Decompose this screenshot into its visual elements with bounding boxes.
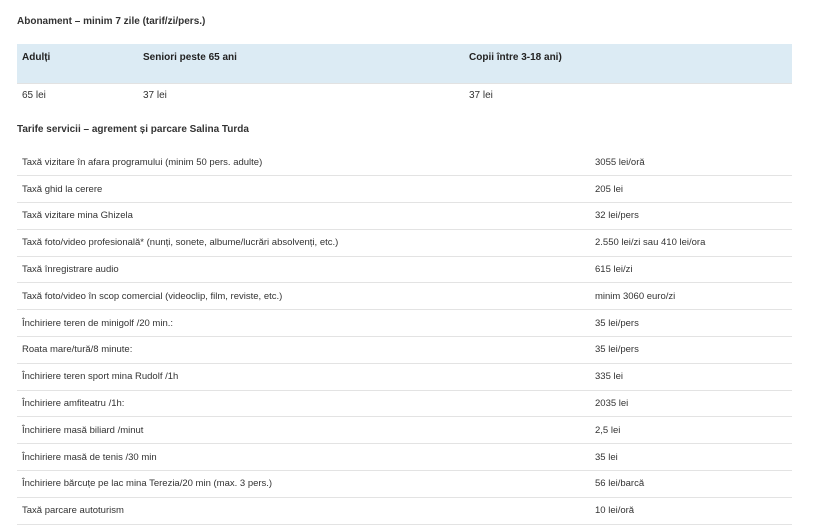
table-row [17, 417, 792, 444]
value-seniori: 37 lei [138, 83, 464, 109]
fee-label: Închiriere amfiteatru /1h: [17, 390, 590, 417]
fee-label: Închiriere teren de minigolf /20 min.: [17, 310, 590, 337]
table-row [17, 203, 792, 230]
fee-price: 2.550 lei/zi sau 410 lei/ora [590, 229, 792, 256]
fee-label: Închiriere teren sport mina Rudolf /1h [17, 363, 590, 390]
fee-label: Roata mare/tură/8 minute: [17, 337, 590, 364]
fee-label: Taxă vizitare mina Ghizela [17, 203, 590, 230]
fee-label: Închiriere bărcuțe pe lac mina Terezia/20 min (max. 3 pers.) [17, 471, 590, 498]
fee-label: Taxă înregistrare audio [17, 256, 590, 283]
fee-label: Închiriere masă biliard /minut [17, 417, 590, 444]
fee-price: 35 lei/pers [590, 337, 792, 364]
fee-label: Taxă parcare autoturism [17, 497, 590, 524]
fee-price: 205 lei [590, 176, 792, 203]
fee-price: 35 lei/pers [590, 310, 792, 337]
tarife-title: Tarife servicii – agrement și parcare Salina Turda [17, 124, 249, 135]
fee-label: Taxă vizitare în afara programului (minim 50 pers. adulte) [17, 149, 590, 176]
table-row [17, 283, 792, 310]
fee-price: 32 lei/pers [590, 203, 792, 230]
fee-label: Taxă ghid la cerere [17, 176, 590, 203]
fee-price: 56 lei/barcă [590, 471, 792, 498]
fee-price: 2,5 lei [590, 417, 792, 444]
header-adulti: Adulți [17, 44, 138, 83]
abonament-header-row [17, 44, 792, 83]
header-copii: Copii între 3-18 ani) [464, 44, 792, 83]
tarife-table [17, 149, 792, 525]
table-row [17, 363, 792, 390]
fee-price: 35 lei [590, 444, 792, 471]
fee-price: minim 3060 euro/zi [590, 283, 792, 310]
table-row [17, 497, 792, 524]
value-copii: 37 lei [464, 83, 792, 109]
fee-label: Taxă foto/video în scop comercial (videoclip, film, reviste, etc.) [17, 283, 590, 310]
abonament-value-row [17, 83, 792, 109]
fee-price: 615 lei/zi [590, 256, 792, 283]
header-seniori: Seniori peste 65 ani [138, 44, 464, 83]
table-row [17, 229, 792, 256]
table-row [17, 390, 792, 417]
abonament-table [17, 44, 792, 109]
table-row [17, 176, 792, 203]
fee-price: 335 lei [590, 363, 792, 390]
fee-price: 10 lei/oră [590, 497, 792, 524]
table-row [17, 471, 792, 498]
fee-label: Închiriere masă de tenis /30 min [17, 444, 590, 471]
table-row [17, 310, 792, 337]
value-adulti: 65 lei [17, 83, 138, 109]
table-row [17, 256, 792, 283]
fee-label: Taxă foto/video profesională* (nunți, sonete, albume/lucrări absolvenți, etc.) [17, 229, 590, 256]
abonament-title: Abonament – minim 7 zile (tarif/zi/pers.) [17, 16, 206, 27]
table-row [17, 444, 792, 471]
table-row [17, 337, 792, 364]
fee-price: 3055 lei/oră [590, 149, 792, 176]
fee-price: 2035 lei [590, 390, 792, 417]
table-row [17, 149, 792, 176]
